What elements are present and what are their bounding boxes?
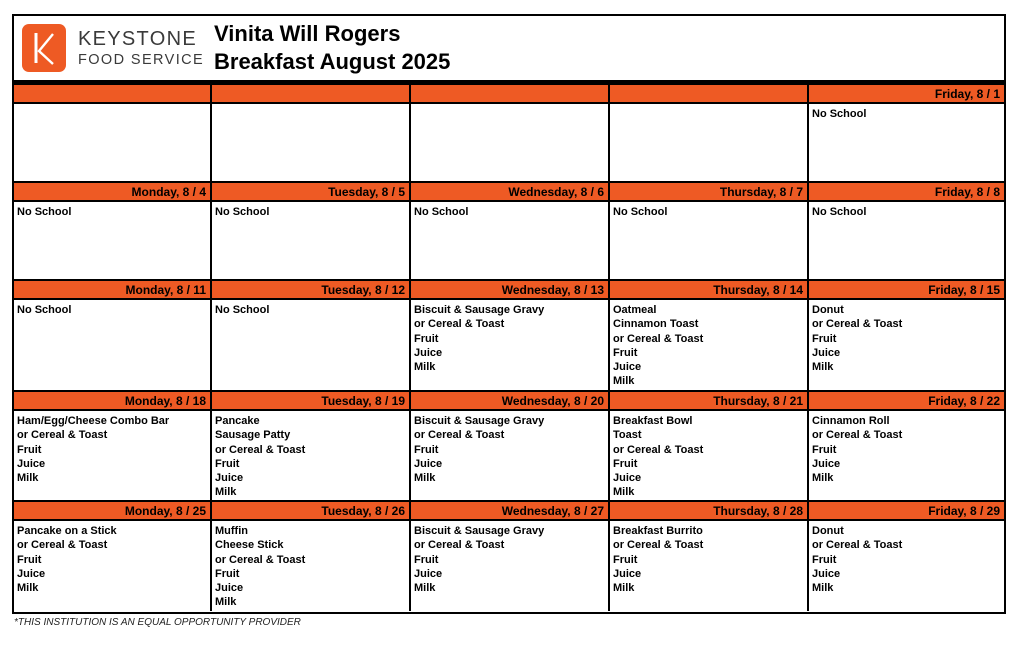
logo-text-food-service: FOOD SERVICE (78, 52, 205, 68)
menu-item: Fruit (613, 553, 638, 566)
menu-item: Milk (613, 486, 635, 499)
day-cell (809, 502, 1004, 611)
menu-item: Milk (613, 375, 635, 388)
menu-item: No School (613, 206, 668, 218)
day-cell (610, 392, 809, 500)
day-header: Thursday, 8 / 14 (610, 281, 807, 300)
menu-item: Biscuit & Sausage Gravy (414, 525, 545, 537)
day-header: Tuesday, 8 / 5 (212, 183, 409, 202)
day-menu (14, 521, 210, 595)
day-cell (212, 85, 411, 181)
day-header (212, 85, 409, 104)
menu-item: or Cereal & Toast (215, 443, 306, 456)
menu-item: Biscuit & Sausage Gravy (414, 415, 545, 427)
day-cell (212, 183, 411, 279)
menu-item: Fruit (414, 332, 439, 345)
keystone-k-icon (22, 24, 66, 72)
menu-item: Milk (215, 596, 237, 609)
day-menu (14, 202, 210, 219)
week-row (14, 183, 1004, 279)
menu-item: Milk (414, 582, 436, 595)
menu-item: Milk (17, 472, 39, 485)
day-header: Thursday, 8 / 21 (610, 392, 807, 411)
day-header: Tuesday, 8 / 12 (212, 281, 409, 300)
day-menu (610, 104, 807, 107)
day-cell (809, 183, 1004, 279)
menu-item: Juice (215, 582, 244, 595)
menu-item: Fruit (812, 553, 837, 566)
menu-item: Donut (812, 304, 844, 316)
menu-item: No School (215, 206, 270, 218)
day-cell (610, 85, 809, 181)
menu-item: or Cereal & Toast (215, 553, 306, 566)
day-cell (14, 392, 212, 500)
menu-item: Fruit (17, 553, 42, 566)
title-block (214, 20, 450, 76)
menu-item: Fruit (613, 346, 638, 359)
menu-item: Milk (812, 582, 834, 595)
day-menu (610, 411, 807, 500)
menu-item: Donut (812, 525, 844, 537)
day-menu (14, 411, 210, 485)
day-header: Tuesday, 8 / 26 (212, 502, 409, 521)
day-header: Thursday, 8 / 28 (610, 502, 807, 521)
menu-item: Fruit (414, 553, 439, 566)
menu-item: Juice (17, 457, 46, 470)
day-menu (14, 104, 210, 107)
day-menu (212, 300, 409, 317)
day-cell (411, 502, 610, 611)
menu-item: Milk (812, 472, 834, 485)
keystone-logo (22, 22, 212, 74)
menu-item: No School (812, 108, 867, 120)
menu-item: Toast (613, 429, 642, 442)
menu-item: Milk (812, 361, 834, 374)
menu-item: Fruit (215, 457, 240, 470)
menu-item: or Cereal & Toast (812, 539, 903, 552)
menu-item: Muffin (215, 525, 248, 537)
day-menu (610, 521, 807, 595)
menu-item: or Cereal & Toast (613, 539, 704, 552)
menu-item: or Cereal & Toast (613, 332, 704, 345)
footer-disclaimer: *THIS INSTITUTION IS AN EQUAL OPPORTUNITY PROVIDER (14, 617, 301, 628)
day-cell (610, 281, 809, 390)
day-header: Monday, 8 / 18 (14, 392, 210, 411)
menu-item: Cinnamon Toast (613, 318, 699, 331)
header (14, 16, 1004, 80)
day-cell (14, 502, 212, 611)
menu-item: or Cereal & Toast (812, 429, 903, 442)
menu-item: Fruit (812, 443, 837, 456)
menu-item: Oatmeal (613, 304, 657, 316)
menu-item: or Cereal & Toast (414, 539, 505, 552)
day-menu (411, 411, 608, 485)
menu-item: or Cereal & Toast (17, 539, 108, 552)
day-cell (809, 85, 1004, 181)
day-cell (809, 281, 1004, 390)
day-header: Friday, 8 / 29 (809, 502, 1004, 521)
menu-item: Juice (613, 567, 642, 580)
day-header (610, 85, 807, 104)
menu-item: Fruit (613, 457, 638, 470)
day-menu (411, 300, 608, 374)
menu-item: Breakfast Bowl (613, 415, 693, 427)
day-menu (809, 411, 1004, 485)
day-header: Friday, 8 / 22 (809, 392, 1004, 411)
menu-item: Juice (613, 472, 642, 485)
day-header: Monday, 8 / 4 (14, 183, 210, 202)
menu-item: Cinnamon Roll (812, 415, 890, 427)
menu-item: Fruit (215, 567, 240, 580)
day-header: Wednesday, 8 / 20 (411, 392, 608, 411)
day-menu (411, 104, 608, 107)
day-menu (809, 521, 1004, 595)
day-header: Thursday, 8 / 7 (610, 183, 807, 202)
menu-item: No School (17, 206, 72, 218)
day-header: Friday, 8 / 8 (809, 183, 1004, 202)
menu-item: Ham/Egg/Cheese Combo Bar (17, 415, 170, 427)
menu-item: Juice (812, 346, 841, 359)
day-cell (411, 392, 610, 500)
menu-item: Juice (613, 361, 642, 374)
menu-item: or Cereal & Toast (613, 443, 704, 456)
day-cell (411, 183, 610, 279)
day-header: Monday, 8 / 11 (14, 281, 210, 300)
menu-item: or Cereal & Toast (414, 318, 505, 331)
day-menu (212, 202, 409, 219)
menu-item: Pancake (215, 415, 260, 427)
menu-item: Cheese Stick (215, 539, 284, 552)
menu-item: No School (215, 304, 270, 316)
day-menu (212, 411, 409, 500)
menu-item: No School (414, 206, 469, 218)
menu-item: No School (812, 206, 867, 218)
week-row (14, 502, 1004, 611)
day-menu (411, 202, 608, 219)
day-cell (411, 85, 610, 181)
day-cell (809, 392, 1004, 500)
menu-item: Juice (17, 567, 46, 580)
menu-title: Breakfast August 2025 (214, 49, 451, 74)
week-row (14, 85, 1004, 181)
menu-item: or Cereal & Toast (414, 429, 505, 442)
menu-item: Fruit (17, 443, 42, 456)
menu-item: Juice (414, 457, 443, 470)
menu-item: or Cereal & Toast (812, 318, 903, 331)
day-header: Wednesday, 8 / 27 (411, 502, 608, 521)
menu-item: Juice (215, 472, 244, 485)
day-header (411, 85, 608, 104)
day-header: Tuesday, 8 / 19 (212, 392, 409, 411)
day-cell (14, 85, 212, 181)
menu-item: Breakfast Burrito (613, 525, 703, 537)
week-row (14, 392, 1004, 500)
day-header: Monday, 8 / 25 (14, 502, 210, 521)
menu-item: Milk (414, 361, 436, 374)
menu-item: No School (17, 304, 72, 316)
menu-item: Fruit (812, 332, 837, 345)
school-name: Vinita Will Rogers (214, 21, 401, 46)
day-header: Friday, 8 / 1 (809, 85, 1004, 104)
day-header (14, 85, 210, 104)
menu-item: Sausage Patty (215, 429, 291, 442)
calendar-grid (14, 85, 1004, 611)
menu-calendar-page (12, 14, 1006, 614)
day-cell (610, 502, 809, 611)
day-menu (809, 202, 1004, 219)
menu-item: Milk (17, 582, 39, 595)
day-header: Wednesday, 8 / 13 (411, 281, 608, 300)
day-cell (212, 281, 411, 390)
menu-item: or Cereal & Toast (17, 429, 108, 442)
logo-text-keystone: KEYSTONE (78, 28, 197, 50)
day-menu (610, 300, 807, 389)
menu-item: Juice (812, 567, 841, 580)
day-menu (212, 521, 409, 610)
day-cell (14, 281, 212, 390)
menu-item: Juice (812, 457, 841, 470)
menu-item: Milk (613, 582, 635, 595)
menu-item: Juice (414, 346, 443, 359)
week-row (14, 281, 1004, 390)
day-menu (411, 521, 608, 595)
day-cell (212, 392, 411, 500)
day-header: Wednesday, 8 / 6 (411, 183, 608, 202)
day-cell (411, 281, 610, 390)
day-menu (14, 300, 210, 317)
day-cell (14, 183, 212, 279)
day-cell (212, 502, 411, 611)
menu-item: Fruit (414, 443, 439, 456)
menu-item: Pancake on a Stick (17, 525, 117, 537)
day-cell (610, 183, 809, 279)
day-menu (809, 104, 1004, 121)
menu-item: Juice (414, 567, 443, 580)
menu-item: Milk (215, 486, 237, 499)
day-header: Friday, 8 / 15 (809, 281, 1004, 300)
menu-item: Milk (414, 472, 436, 485)
menu-item: Biscuit & Sausage Gravy (414, 304, 545, 316)
day-menu (212, 104, 409, 107)
day-menu (610, 202, 807, 219)
day-menu (809, 300, 1004, 374)
